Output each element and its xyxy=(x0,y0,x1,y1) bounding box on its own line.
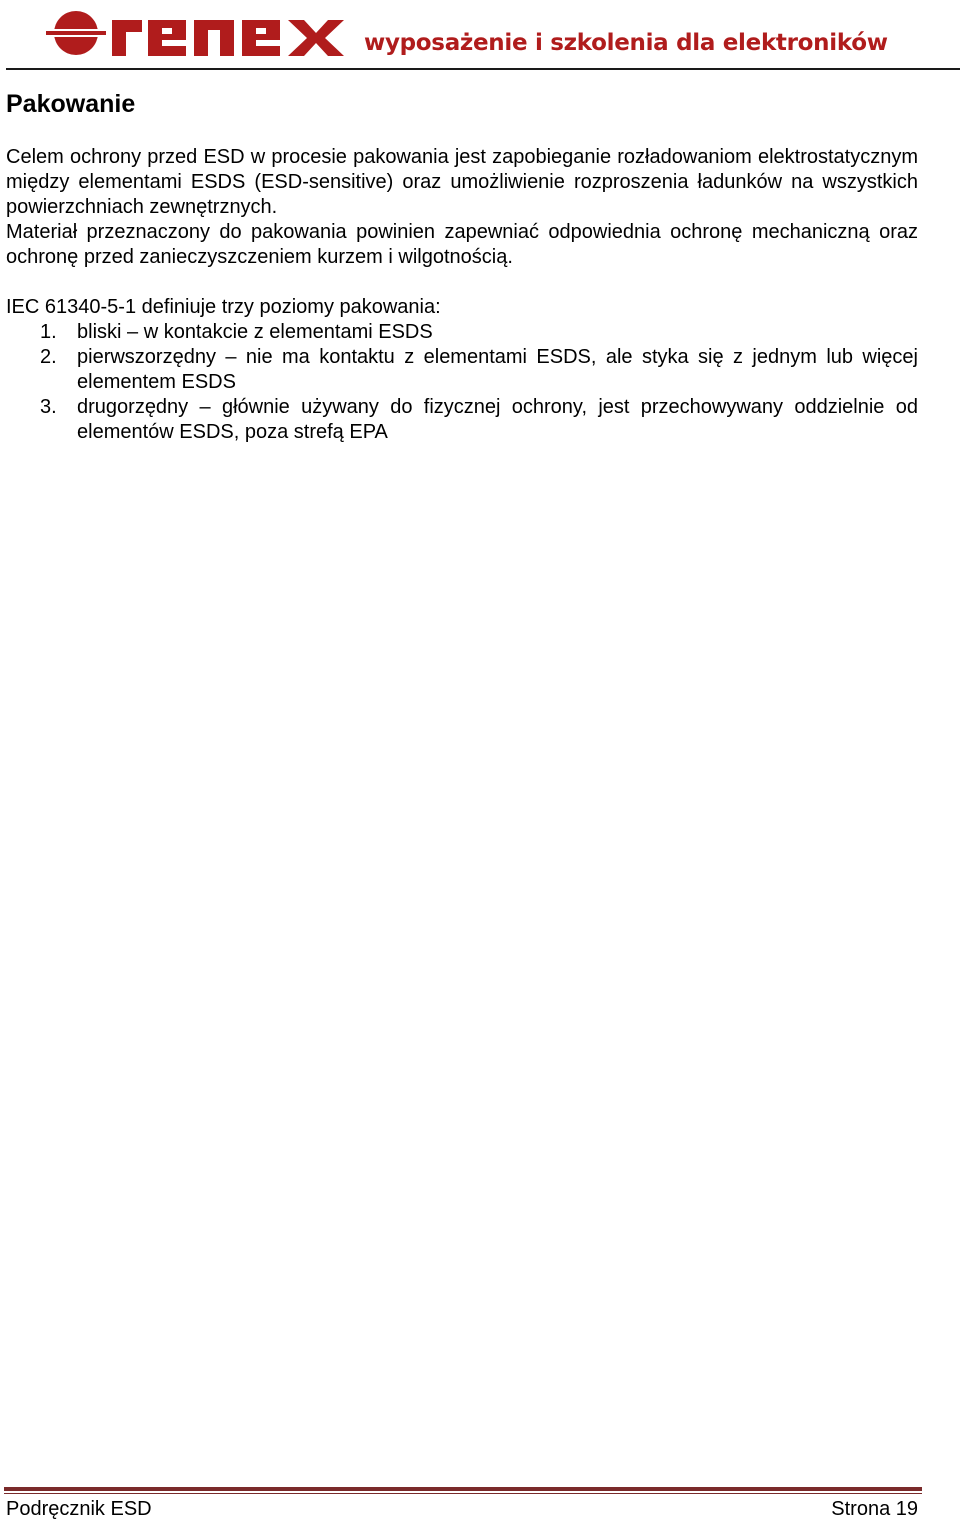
footer-document-name: Podręcznik ESD xyxy=(6,1498,152,1520)
renex-logo xyxy=(46,6,356,60)
material-paragraph: Materiał przeznaczony do pakowania powinien zapewniać odpowiednia ochronę mechaniczną oraz ochronę przed zanieczyszczeniem kurzem i wilgotnością. xyxy=(6,221,918,268)
list-item-text: bliski – w kontakcie z elementami ESDS xyxy=(77,321,433,343)
list-intro: IEC 61340-5-1 definiuje trzy poziomy pakowania: xyxy=(6,296,441,318)
list-item xyxy=(6,395,918,445)
packaging-levels-list xyxy=(6,320,918,445)
list-item xyxy=(6,345,918,395)
intro-paragraph: Celem ochrony przed ESD w procesie pakowania jest zapobieganie rozładowaniom elektrostatycznym między elementami ESDS (ESD-sensitive) oraz umożliwienie rozproszenia ładunków na wszystkich powierzchniach zewnętrznych. xyxy=(6,146,918,218)
list-item-text: pierwszorzędny – nie ma kontaktu z elementami ESDS, ale styka się z jednym lub więcej elementem ESDS xyxy=(77,346,918,393)
list-item-text: drugorzędny – głównie używany do fizycznej ochrony, jest przechowywany oddzielnie od elementów ESDS, poza strefą EPA xyxy=(77,396,918,443)
list-item xyxy=(6,320,918,345)
list-item-number: 2. xyxy=(40,346,57,368)
page-header xyxy=(0,0,960,72)
footer-divider-thin xyxy=(4,1493,922,1494)
footer-page-number: Strona 19 xyxy=(831,1498,918,1520)
header-divider xyxy=(6,68,960,70)
section-title: Pakowanie xyxy=(6,90,136,118)
list-item-number: 1. xyxy=(40,321,57,343)
list-item-number: 3. xyxy=(40,396,57,418)
footer-divider xyxy=(4,1487,922,1491)
header-tagline: wyposażenie i szkolenia dla elektroników xyxy=(364,30,888,56)
paragraph-gap xyxy=(6,270,918,295)
document-body xyxy=(6,145,918,445)
